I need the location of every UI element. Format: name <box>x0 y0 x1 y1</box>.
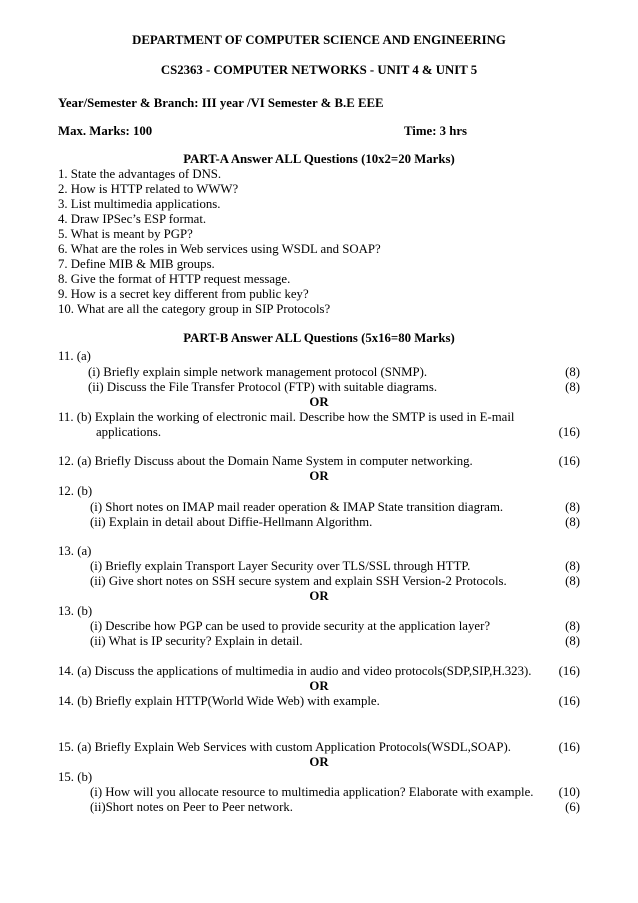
q12b-ii-marks: (8) <box>565 515 580 529</box>
q15b-ii: (ii)Short notes on Peer to Peer network. <box>90 800 293 814</box>
q11b-marks: (16) <box>558 425 580 439</box>
q12b-i-marks: (8) <box>565 500 580 514</box>
part-b-title: PART-B Answer ALL Questions (5x16=80 Marks) <box>183 331 455 345</box>
part-a-question: 3. List multimedia applications. <box>58 197 221 211</box>
q12a-marks: (16) <box>558 454 580 468</box>
q14a: 14. (a) Discuss the applications of multimedia in audio and video protocols(SDP,SIP,H.323). <box>58 664 532 678</box>
part-a-question: 10. What are all the category group in SIP Protocols? <box>58 302 331 316</box>
part-a-question: 5. What is meant by PGP? <box>58 227 193 241</box>
part-a-question: 2. How is HTTP related to WWW? <box>58 182 239 196</box>
part-a-question: 6. What are the roles in Web services using WSDL and SOAP? <box>58 242 381 256</box>
part-a-question: 8. Give the format of HTTP request message. <box>58 272 291 286</box>
q15a: 15. (a) Briefly Explain Web Services with custom Application Protocols(WSDL,SOAP). <box>58 740 511 754</box>
q12b-label: 12. (b) <box>58 484 93 498</box>
or-divider: OR <box>309 755 329 769</box>
or-divider: OR <box>309 469 329 483</box>
or-divider: OR <box>309 679 329 693</box>
q13a-ii: (ii) Give short notes on SSH secure system and explain SSH Version-2 Protocols. <box>90 574 507 588</box>
part-a-title: PART-A Answer ALL Questions (10x2=20 Marks) <box>183 152 455 166</box>
q11a-i: (i) Briefly explain simple network management protocol (SNMP). <box>88 365 428 379</box>
q11b-line2: applications. <box>96 425 162 439</box>
q12a: 12. (a) Briefly Discuss about the Domain Name System in computer networking. <box>58 454 473 468</box>
year-branch: Year/Semester & Branch: III year /VI Semester & B.E EEE <box>58 96 384 110</box>
q13a-label: 13. (a) <box>58 544 92 558</box>
q13b-i: (i) Describe how PGP can be used to provide security at the application layer? <box>90 619 491 633</box>
q13b-ii-marks: (8) <box>565 634 580 648</box>
q11a-i-marks: (8) <box>565 365 580 379</box>
q14b-marks: (16) <box>558 694 580 708</box>
q13a-ii-marks: (8) <box>565 574 580 588</box>
q12b-ii: (ii) Explain in detail about Diffie-Hellmann Algorithm. <box>90 515 373 529</box>
q15b-ii-marks: (6) <box>565 800 580 814</box>
q14a-marks: (16) <box>558 664 580 678</box>
exam-time: Time: 3 hrs <box>404 124 468 138</box>
q11a-ii-marks: (8) <box>565 380 580 394</box>
q13a-i: (i) Briefly explain Transport Layer Security over TLS/SSL through HTTP. <box>90 559 471 573</box>
q13b-i-marks: (8) <box>565 619 580 633</box>
or-divider: OR <box>309 589 329 603</box>
or-divider: OR <box>309 395 329 409</box>
q15b-i-marks: (10) <box>558 785 580 799</box>
q13b-label: 13. (b) <box>58 604 93 618</box>
part-a-question: 1. State the advantages of DNS. <box>58 167 222 181</box>
department-title: DEPARTMENT OF COMPUTER SCIENCE AND ENGINEERING <box>132 33 506 47</box>
max-marks: Max. Marks: 100 <box>58 124 153 138</box>
q11a-label: 11. (a) <box>58 349 91 363</box>
q13b-ii: (ii) What is IP security? Explain in detail. <box>90 634 303 648</box>
q15a-marks: (16) <box>558 740 580 754</box>
q12b-i: (i) Short notes on IMAP mail reader operation & IMAP State transition diagram. <box>90 500 504 514</box>
q15b-i: (i) How will you allocate resource to multimedia application? Elaborate with example. <box>90 785 534 799</box>
q11b-line1: 11. (b) Explain the working of electronic mail. Describe how the SMTP is used in E-mail <box>58 410 515 424</box>
part-a-question: 9. How is a secret key different from public key? <box>58 287 309 301</box>
q14b: 14. (b) Briefly explain HTTP(World Wide Web) with example. <box>58 694 380 708</box>
course-title: CS2363 - COMPUTER NETWORKS - UNIT 4 & UNIT 5 <box>160 63 478 77</box>
part-a-question: 7. Define MIB & MIB groups. <box>58 257 215 271</box>
q11a-ii: (ii) Discuss the File Transfer Protocol (FTP) with suitable diagrams. <box>88 380 438 394</box>
q15b-label: 15. (b) <box>58 770 93 784</box>
q13a-i-marks: (8) <box>565 559 580 573</box>
part-a-question: 4. Draw IPSec’s ESP format. <box>58 212 207 226</box>
